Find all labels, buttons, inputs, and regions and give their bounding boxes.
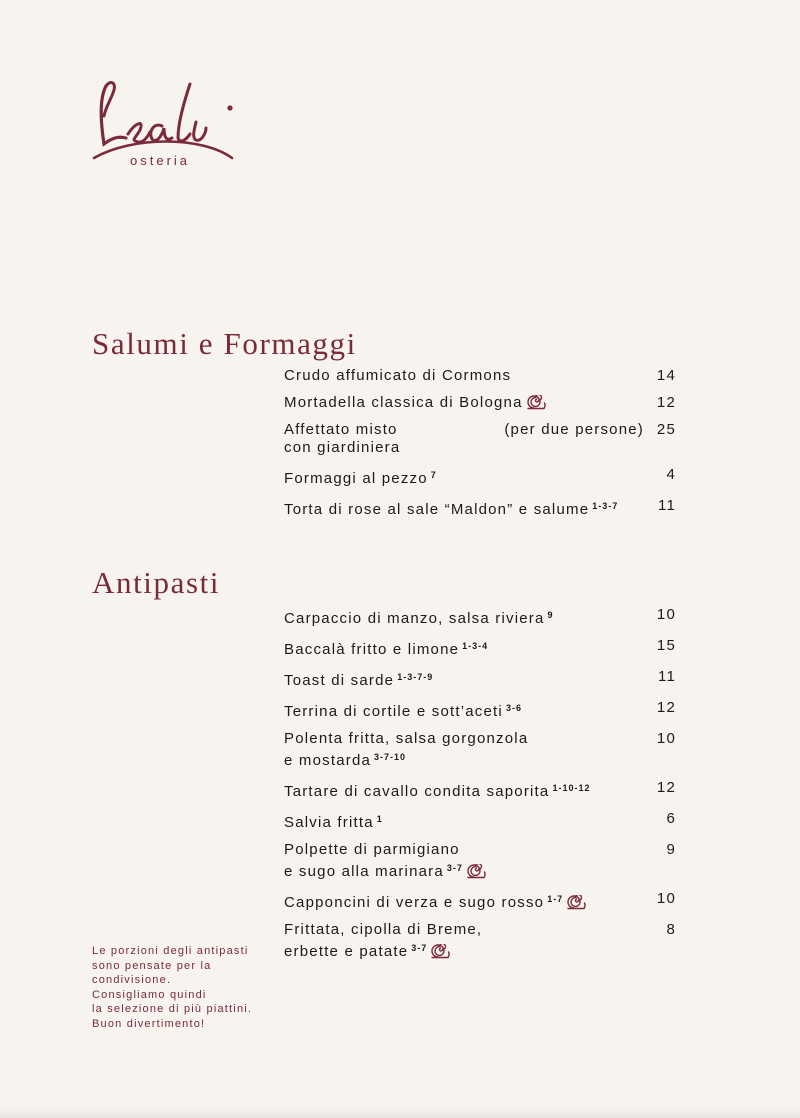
- menu-item-price: 15: [656, 637, 676, 654]
- menu-item-price: 10: [656, 730, 676, 747]
- menu-item: [284, 394, 676, 412]
- allergen-codes: 1-3-7: [592, 501, 619, 511]
- menu-item-name-wrap: [284, 668, 433, 690]
- menu-item-price: 8: [666, 921, 676, 938]
- menu-item-price: 12: [656, 699, 676, 716]
- menu-item-name: Crudo affumicato di Cormons: [284, 367, 512, 384]
- menu-item: [284, 841, 676, 881]
- allergen-codes: 1-7: [547, 894, 564, 904]
- allergen-codes: 1-3-7-9: [397, 672, 434, 682]
- menu-item: [284, 421, 676, 457]
- menu-item-name-wrap: [284, 810, 383, 832]
- menu-item: [284, 606, 676, 628]
- allergen-codes: 7: [430, 470, 437, 480]
- menu-item: [284, 890, 676, 912]
- note-line: Consigliamo quindi: [92, 988, 207, 1001]
- menu-item: [284, 699, 676, 721]
- note-line: Buon divertimento!: [92, 1017, 206, 1030]
- menu-item-price: 14: [656, 367, 676, 384]
- menu-item-name-wrap: [284, 497, 618, 519]
- menu-item-name: Toast di sarde: [284, 672, 395, 689]
- slow-food-snail-icon: [430, 944, 450, 959]
- menu-item-name: Mortadella classica di Bologna: [284, 394, 523, 411]
- slow-food-snail-icon: [566, 895, 586, 910]
- menu-item-price: 12: [656, 394, 676, 411]
- menu-item-name-wrap: [284, 890, 586, 912]
- menu-item-name-wrap: [284, 730, 528, 770]
- menu-list-salumi: [284, 367, 676, 528]
- section-title-salumi: Salumi e Formaggi: [92, 326, 357, 361]
- slow-food-snail-icon: [466, 864, 486, 879]
- menu-item: [284, 810, 676, 832]
- menu-item-name-wrap: [284, 466, 437, 488]
- note-line: Le porzioni degli antipasti: [92, 945, 249, 957]
- menu-item: [284, 921, 676, 961]
- menu-item-price: 10: [656, 606, 676, 623]
- menu-item: [284, 668, 676, 690]
- menu-item-price: 12: [656, 779, 676, 796]
- allergen-codes: 1-3-4: [462, 641, 489, 651]
- menu-item-name-wrap: [284, 779, 591, 801]
- note-line: sono pensate per la: [92, 959, 212, 972]
- menu-item-name: Affettato misto con giardiniera: [284, 421, 401, 456]
- menu-item-name-wrap: [284, 421, 400, 457]
- menu-item: [284, 367, 676, 385]
- section-title-antipasti: Antipasti: [92, 565, 221, 600]
- menu-item-price: 6: [666, 810, 676, 827]
- slow-food-snail-icon: [526, 395, 546, 410]
- menu-item-name: Salvia fritta: [284, 814, 374, 831]
- note-line: condivisione.: [92, 974, 172, 987]
- menu-item-name-wrap: [284, 841, 486, 881]
- menu-item-name-wrap: [284, 606, 554, 628]
- menu-item-price: 9: [666, 841, 676, 858]
- menu-item-name: Carpaccio di manzo, salsa riviera: [284, 610, 545, 627]
- menu-item-name: Tartare di cavallo condita saporita: [284, 783, 550, 800]
- menu-item-price: 4: [666, 466, 676, 483]
- menu-item-name: Baccalà fritto e limone: [284, 641, 460, 658]
- menu-item-name-wrap: [284, 921, 482, 961]
- allergen-codes: 1-10-12: [552, 783, 591, 793]
- menu-item-name-wrap: [284, 699, 522, 721]
- menu-list-antipasti: [284, 606, 676, 970]
- allergen-codes: 9: [547, 610, 554, 620]
- page-bottom-edge: [0, 1108, 800, 1118]
- allergen-codes: 3-7: [446, 863, 463, 873]
- menu-item-serving-note: (per due persone): [504, 421, 644, 438]
- menu-item-price: 10: [656, 890, 676, 907]
- brand-subtitle: osteria: [130, 153, 191, 168]
- allergen-codes: 3-6: [505, 703, 522, 713]
- menu-item-name-wrap: [284, 637, 488, 659]
- brand-logo: [92, 76, 242, 176]
- allergen-codes: 1: [376, 814, 383, 824]
- menu-item-price: 11: [658, 668, 676, 685]
- menu-item: [284, 497, 676, 519]
- menu-item-name: Torta di rose al sale “Maldon” e salume: [284, 501, 590, 518]
- menu-item-name: Polenta fritta, salsa gorgonzola e mostarda: [284, 730, 529, 769]
- allergen-codes: 3-7-10: [374, 752, 407, 762]
- menu-item-price: 11: [658, 497, 676, 514]
- menu-item-name: Frittata, cipolla di Breme, erbette e patate: [284, 921, 483, 960]
- menu-item-name: Terrina di cortile e sott’aceti: [284, 703, 503, 720]
- menu-item-name: Capponcini di verza e sugo rosso: [284, 894, 545, 911]
- menu-item: [284, 637, 676, 659]
- menu-item: [284, 779, 676, 801]
- menu-item-price: 25: [656, 421, 676, 438]
- note-line: la selezione di più piattini.: [92, 1003, 253, 1016]
- menu-item: [284, 730, 676, 770]
- allergen-codes: 3-7: [411, 943, 428, 953]
- menu-item-name: Polpette di parmigiano e sugo alla marinara: [284, 841, 460, 880]
- portion-note: [92, 944, 292, 1032]
- menu-item-name-wrap: [284, 394, 546, 412]
- menu-item-name: Formaggi al pezzo: [284, 470, 428, 487]
- menu-item-name-wrap: [284, 367, 511, 385]
- menu-item: [284, 466, 676, 488]
